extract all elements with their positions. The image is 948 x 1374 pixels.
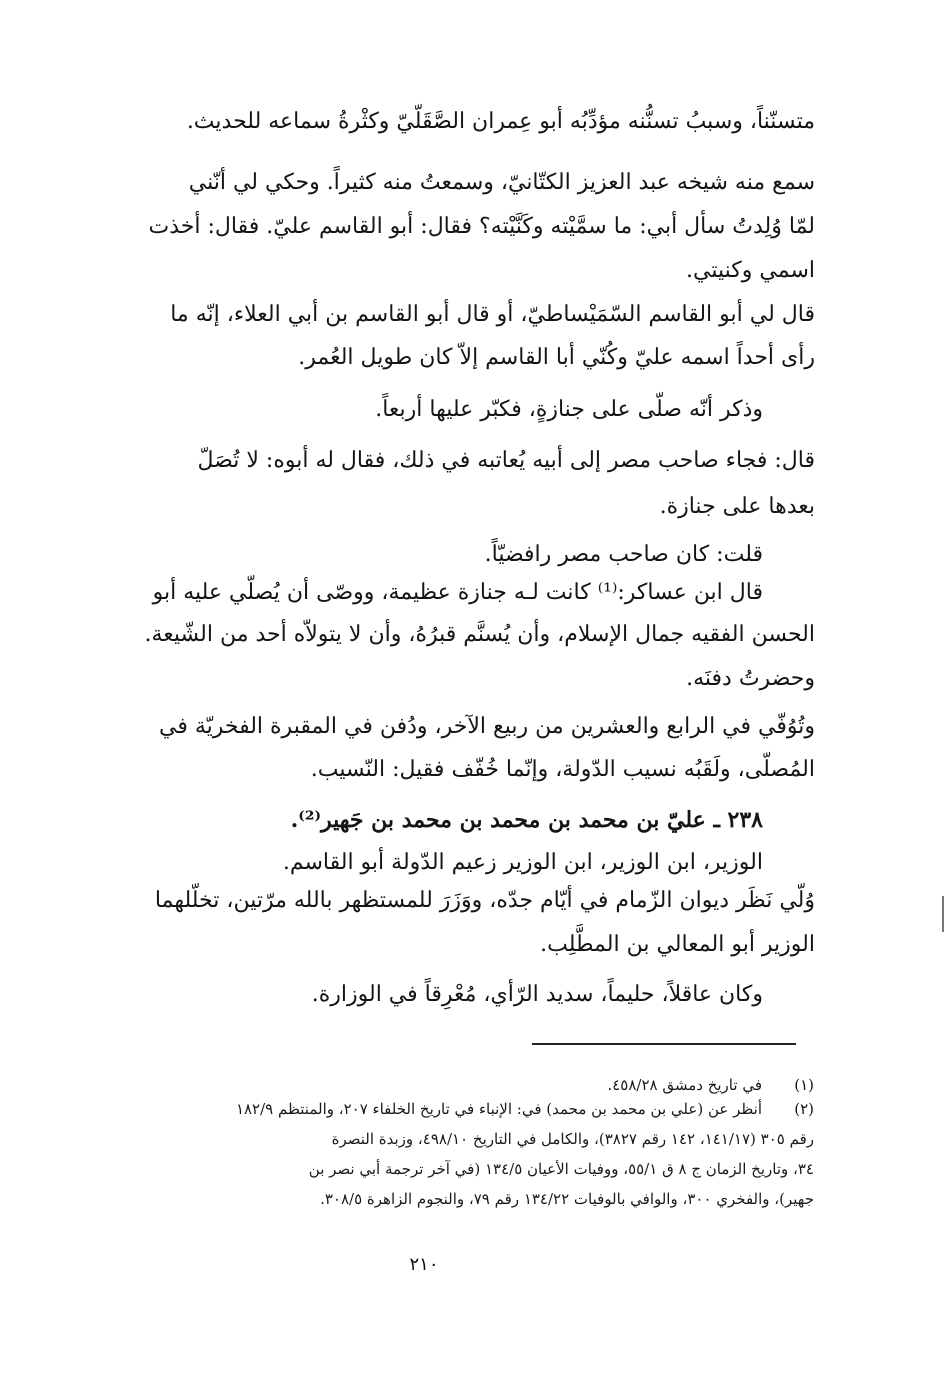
footnote-2-number: (٢) [794,1100,814,1118]
body-line-1: متسنّناً، وسببُ تسنُّنه مؤدِّبُه أبو عِمران الصَّقَلّيّ وكثْرةُ سماعه للحديث. [186,109,815,134]
body-line-17: الوزير، ابن الوزير، ابن الوزير زعيم الدّولة أبو القاسم. [282,850,763,875]
body-line-12: الحسن الفقيه جمال الإسلام، وأن يُسنَّم قبرُهُ، وأن لا يتولاّه أحد من الشّيعة. [144,622,815,647]
body-line-3: لمّا وُلِدتُ سأل أبي: ما سمَّيْته وكَنَّيْته؟ فقال: أبو القاسم عليّ. فقال: أخذت [148,214,815,239]
footnote-1-text: في تاريخ دمشق ٤٥٨/٢٨. [607,1076,762,1094]
entry-heading: ٢٣٨ ـ عليّ بن محمد بن محمد بن محمد بن جَهير⁽²⁾. [290,807,763,833]
body-line-19: الوزير أبو المعالي بن المطَّلِب. [540,932,815,957]
body-line-18: وُلّي نَظَر ديوان الزّمام في أيّام جدّه، ووَزَرَ للمستظهر بالله مرّتين، تخلّلهما [154,888,815,913]
body-line-13: وحضرتُ دفنَه. [686,666,815,691]
body-line-9: بعدها على جنازة. [659,494,815,519]
body-line-8: قال: فجاء صاحب مصر إلى أبيه يُعاتبه في ذلك، فقال له أبوه: لا تُصَلّ [197,448,815,473]
body-line-10: قلت: كان صاحب مصر رافضيّاً. [484,542,763,567]
body-line-20: وكان عاقلاً، حليماً، سديد الرّأي، مُعْرِقاً في الوزارة. [311,982,763,1007]
footnote-2-line-2: رقم ٣٠٥ (١٤١/١٧، ١٤٢ رقم ٣٨٢٧)، والكامل في التاريخ ٤٩٨/١٠، وزبدة النصرة [331,1130,814,1148]
body-line-14: وتُوُفّي في الرابع والعشرين من ربيع الآخر، ودُفن في المقبرة الفخريّة في [158,714,815,739]
body-line-6: رأى أحداً اسمه عليّ وكُنّي أبا القاسم إلاّ كان طويل العُمر. [298,345,815,370]
page-number: ٢١٠ [409,1254,439,1275]
footnote-separator [532,1043,796,1045]
footnote-2-line-3: ٣٤، وتاريخ الزمان ج ٨ ق ٥٥/١، ووفيات الأعيان ١٣٤/٥ (في آخر ترجمة أبي نصر بن [308,1160,814,1178]
footnote-2-line-1: أنظر عن (علي بن محمد بن محمد) في: الإنباء في تاريخ الخلفاء ٢٠٧، والمنتظم ١٨٢/٩ [235,1100,762,1118]
footnote-1-number: (١) [794,1076,814,1094]
body-line-4: اسمي وكنيتي. [686,258,815,283]
body-line-15: المُصلّى، ولَقَبُه نسيب الدّولة، وإنّما خُفّف فقيل: النّسيب. [310,757,815,782]
body-line-2: سمع منه شيخه عبد العزيز الكتّانيّ، وسمعتُ منه كثيراً. وحكي لي أنّني [188,170,815,195]
scan-margin-mark [942,896,944,932]
body-line-7: وذكر أنّه صلّى على جنازةٍ، فكبّر عليها أربعاً. [375,397,763,422]
body-line-11: قال ابن عساكر:⁽¹⁾ كانت لـه جنازة عظيمة، ووصّى أن يُصلّي عليه أبو [152,580,763,605]
footnote-2-line-4: جهير)، والفخري ٣٠٠، والوافي بالوفيات ١٣٤/٢٢ رقم ٧٩، والنجوم الزاهرة ٣٠٨/٥. [320,1190,814,1208]
body-line-5: قال لي أبو القاسم السّمَيْساطيّ، أو قال أبو القاسم بن أبي العلاء، إنّه ما [170,302,815,327]
